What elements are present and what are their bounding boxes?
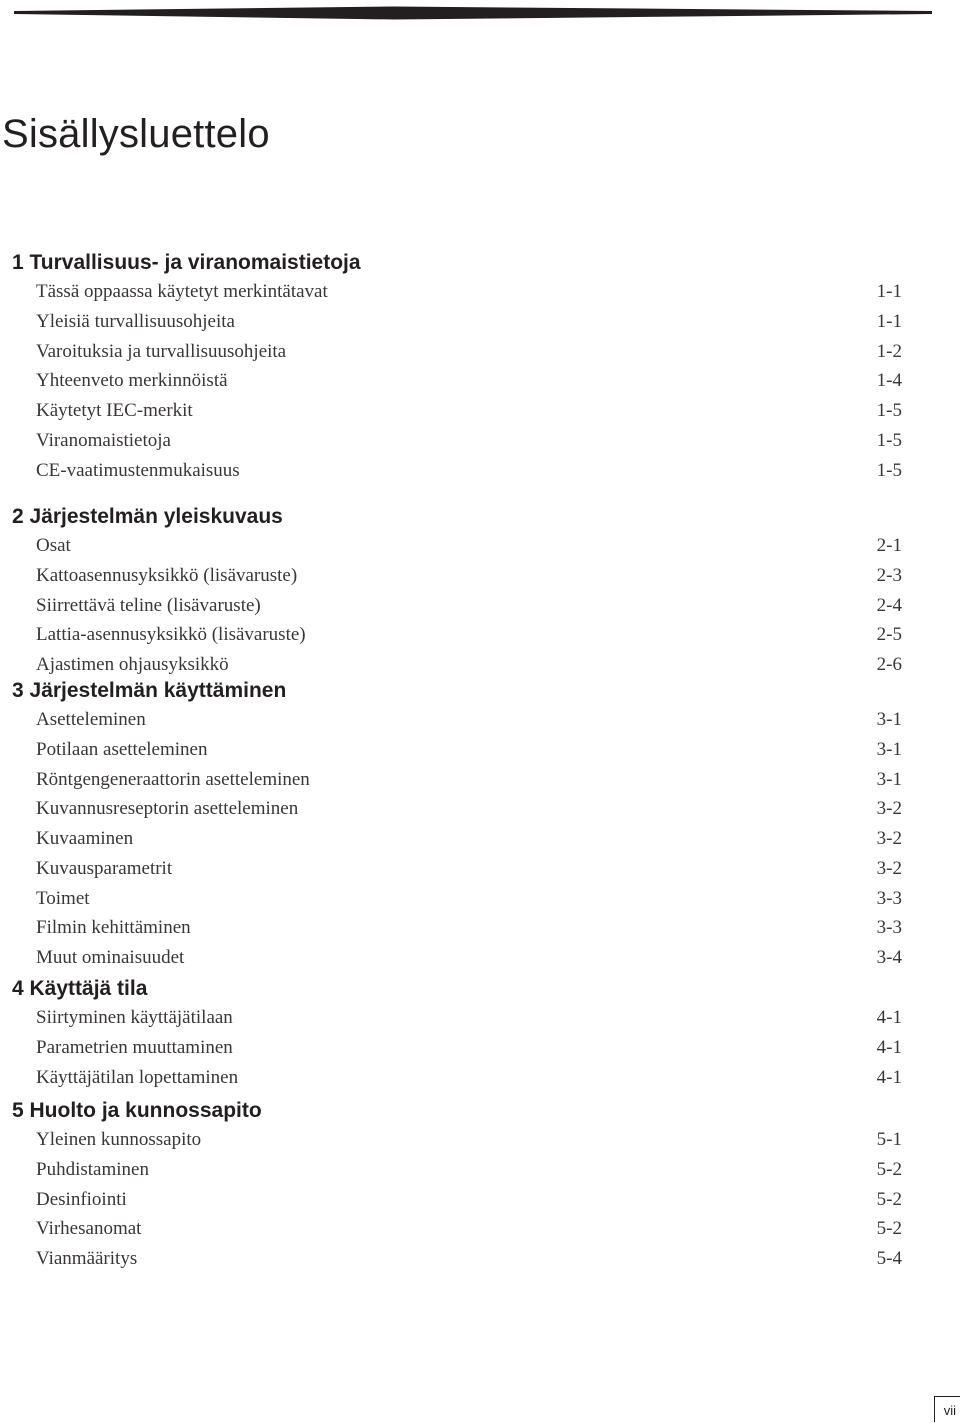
toc-entry[interactable]: [36, 593, 902, 619]
toc-entry[interactable]: [36, 1246, 902, 1272]
toc-entry-title: Puhdistaminen: [36, 1158, 149, 1180]
toc-entry-title: Asetteleminen: [36, 709, 146, 730]
toc-entry-page: 3-4: [876, 947, 902, 968]
toc-entry-page: 3-2: [876, 828, 902, 849]
toc-entry-page: 2-3: [876, 564, 902, 586]
toc-entry[interactable]: [36, 398, 902, 424]
toc-entry-title: Virhesanomat: [36, 1218, 142, 1240]
toc-entry[interactable]: [36, 767, 902, 793]
toc-entry-title: Tässä oppaassa käytetyt merkintätavat: [36, 281, 328, 302]
toc-entry-page: 3-2: [876, 857, 902, 879]
toc-entry-title: Toimet: [36, 887, 90, 909]
toc-entry[interactable]: [36, 945, 902, 971]
chapter-heading: 2 Järjestelmän yleiskuvaus: [12, 505, 283, 528]
chapter-heading: 4 Käyttäjä tila: [12, 977, 148, 1000]
toc-entry-page: 1-5: [876, 400, 902, 421]
toc-entry-page: 3-1: [876, 738, 902, 760]
toc-entry-page: 2-6: [876, 654, 902, 675]
toc-entry-title: Siirtyminen käyttäjätilaan: [36, 1007, 233, 1028]
toc-entry-title: Kuvaaminen: [36, 828, 134, 849]
toc-entry[interactable]: [36, 533, 902, 559]
toc-entry[interactable]: [36, 1127, 902, 1153]
toc-entry-page: 5-2: [876, 1188, 902, 1210]
toc-entry-title: Lattia-asennusyksikkö (lisävaruste): [36, 624, 306, 646]
toc-entry-title: Siirrettävä teline (lisävaruste): [36, 594, 261, 616]
toc-entry-title: Muut ominaisuudet: [36, 947, 185, 968]
toc-entry-title: Kattoasennusyksikkö (lisävaruste): [36, 564, 298, 586]
toc-entry-page: 4-1: [876, 1036, 902, 1058]
toc-entry[interactable]: [36, 707, 902, 733]
toc-entry[interactable]: [36, 652, 902, 678]
toc-entry-page: 3-2: [876, 798, 902, 820]
toc-entry-page: 1-1: [876, 281, 902, 302]
toc-entry[interactable]: [36, 856, 902, 882]
toc-entry-title: CE-vaatimustenmukaisuus: [36, 459, 240, 481]
toc-entry-title: Vianmääritys: [36, 1248, 138, 1269]
toc-entry-title: Varoituksia ja turvallisuusohjeita: [36, 340, 287, 362]
toc-entry-title: Kuvannusreseptorin asetteleminen: [36, 798, 299, 820]
toc-entry-page: 3-3: [876, 917, 902, 939]
toc-entry[interactable]: [36, 339, 902, 365]
toc-entry[interactable]: [36, 622, 902, 648]
toc-entry[interactable]: [36, 737, 902, 763]
toc-entry[interactable]: [36, 563, 902, 589]
toc-entry-page: 5-2: [876, 1218, 902, 1240]
page-title: Sisällysluettelo: [2, 112, 270, 156]
toc-entry[interactable]: [36, 309, 902, 335]
toc-entry[interactable]: [36, 915, 902, 941]
toc-entry-title: Röntgengeneraattorin asetteleminen: [36, 768, 310, 790]
toc-entry[interactable]: [36, 826, 902, 852]
toc-entry-title: Desinfiointi: [36, 1188, 127, 1210]
toc-entry[interactable]: [36, 1216, 902, 1242]
toc-entry-page: 5-1: [876, 1129, 902, 1150]
toc-entry-page: 4-1: [876, 1007, 902, 1028]
toc-entry-title: Osat: [36, 535, 71, 556]
toc-entry-page: 3-3: [876, 887, 902, 909]
chapter-heading: 1 Turvallisuus- ja viranomaistietoja: [12, 251, 361, 274]
toc-entry[interactable]: [36, 796, 902, 822]
toc-entry-title: Kuvausparametrit: [36, 857, 173, 879]
toc-entry-page: 2-1: [876, 535, 902, 556]
toc-entry-page: 5-4: [876, 1248, 902, 1269]
toc-entry[interactable]: [36, 428, 902, 454]
toc-entry[interactable]: [36, 458, 902, 484]
toc-entry-page: 1-1: [876, 310, 902, 332]
toc-entry-title: Käyttäjätilan lopettaminen: [36, 1066, 239, 1088]
toc-entry-title: Yleinen kunnossapito: [36, 1129, 202, 1150]
toc-entry-title: Yleisiä turvallisuusohjeita: [36, 310, 235, 332]
toc-entry-page: 2-5: [876, 624, 902, 646]
toc-entry[interactable]: [36, 279, 902, 305]
chapter-heading: 5 Huolto ja kunnossapito: [12, 1099, 262, 1122]
toc-entry[interactable]: [36, 886, 902, 912]
toc-entry-title: Viranomaistietoja: [36, 429, 171, 451]
toc-entry-page: 3-1: [876, 768, 902, 790]
toc-entry-page: 1-2: [876, 340, 902, 362]
toc-entry-page: 3-1: [876, 709, 902, 730]
toc-entry[interactable]: [36, 1065, 902, 1091]
toc-entry[interactable]: [36, 1157, 902, 1183]
header-rule: [14, 6, 932, 20]
toc-entry-title: Filmin kehittäminen: [36, 917, 191, 939]
toc-entry-page: 2-4: [876, 594, 902, 616]
page-number: vii: [943, 1403, 956, 1418]
toc-entry-title: Parametrien muuttaminen: [36, 1036, 233, 1058]
toc-entry[interactable]: [36, 368, 902, 394]
toc-entry-title: Yhteenveto merkinnöistä: [36, 370, 228, 392]
toc-entry[interactable]: [36, 1187, 902, 1213]
toc-entry[interactable]: [36, 1005, 902, 1031]
toc-entry-page: 1-4: [876, 370, 902, 392]
toc-entry-title: Ajastimen ohjausyksikkö: [36, 654, 229, 675]
toc-entry-title: Käytetyt IEC-merkit: [36, 400, 193, 421]
toc-entry-page: 1-5: [876, 429, 902, 451]
toc-entry-page: 5-2: [876, 1158, 902, 1180]
toc-entry-title: Potilaan asetteleminen: [36, 738, 208, 760]
toc-entry-page: 4-1: [876, 1066, 902, 1088]
toc-entry[interactable]: [36, 1035, 902, 1061]
chapter-heading: 3 Järjestelmän käyttäminen: [12, 679, 287, 702]
toc-entry-page: 1-5: [876, 459, 902, 481]
